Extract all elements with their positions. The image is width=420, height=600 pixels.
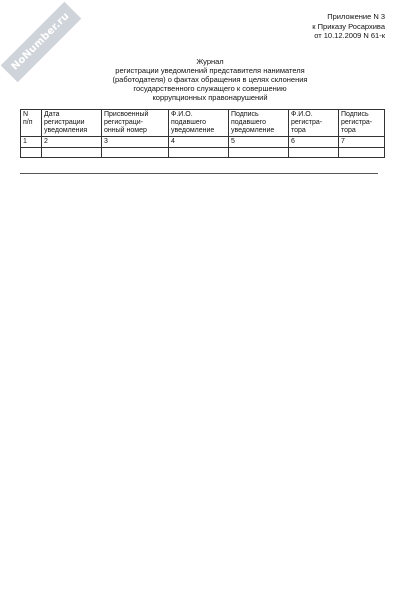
- header-line: регистраци-: [104, 119, 143, 126]
- table-cell: 6: [289, 137, 339, 148]
- header-line: онный номер: [104, 127, 147, 134]
- column-header-submitter-name: [169, 110, 229, 137]
- appendix-line: к Приказу Росархива: [312, 21, 385, 31]
- header-line: регистрации: [44, 119, 85, 126]
- header-line: Подпись: [231, 111, 259, 118]
- column-header-registrar-signature: [339, 110, 385, 137]
- column-header-submitter-signature: [229, 110, 289, 137]
- header-line: Присвоенный: [104, 111, 149, 118]
- table-cell: 1: [21, 137, 42, 148]
- title-line: (работодателя) о фактах обращения в целях склонения: [112, 75, 308, 84]
- title-line: государственного служащего к совершению: [133, 84, 287, 93]
- table-cell: 4: [169, 137, 229, 148]
- column-header-number: [21, 110, 42, 137]
- column-header-reg-number: [102, 110, 169, 137]
- title-line: коррупционных правонарушений: [152, 93, 268, 102]
- header-line: регистра-: [291, 119, 323, 126]
- watermark-text: NoNumber.ru: [9, 10, 72, 73]
- table-row-column-numbers: [21, 137, 385, 148]
- header-line: тора: [291, 127, 306, 134]
- table-row-empty: [21, 148, 385, 158]
- column-header-date: [42, 110, 102, 137]
- table-header-row: [21, 110, 385, 137]
- table-cell: [339, 148, 385, 158]
- table-cell: [289, 148, 339, 158]
- table-cell: [102, 148, 169, 158]
- table-cell: [229, 148, 289, 158]
- registration-journal-table: [20, 109, 385, 158]
- table-cell: 3: [102, 137, 169, 148]
- title-line: Журнал: [196, 57, 224, 66]
- header-line: регистра-: [341, 119, 373, 126]
- header-line: Ф.И.О.: [171, 111, 193, 118]
- header-line: подавшего: [171, 119, 207, 126]
- table-cell: [42, 148, 102, 158]
- separator-line: [20, 173, 378, 174]
- header-line: Дата: [44, 111, 60, 118]
- header-line: уведомление: [231, 127, 275, 134]
- title-line: регистрации уведомлений представителя нанимателя: [115, 66, 305, 75]
- header-line: уведомления: [44, 127, 88, 134]
- header-line: Ф.И.О.: [291, 111, 313, 118]
- appendix-line: Приложение N 3: [327, 12, 385, 21]
- table-cell: [169, 148, 229, 158]
- header-line: п/п: [23, 119, 33, 126]
- header-line: уведомление: [171, 127, 215, 134]
- column-header-registrar-name: [289, 110, 339, 137]
- table-cell: 2: [42, 137, 102, 148]
- header-line: Подпись: [341, 111, 369, 118]
- table-cell: 5: [229, 137, 289, 148]
- appendix-line: от 10.12.2009 N 61-к: [314, 31, 385, 40]
- header-line: тора: [341, 127, 356, 134]
- table-cell: [21, 148, 42, 158]
- header-line: подавшего: [231, 119, 267, 126]
- document-title: [60, 57, 360, 102]
- appendix-reference: [312, 12, 385, 41]
- table-cell: 7: [339, 137, 385, 148]
- header-line: N: [23, 111, 29, 118]
